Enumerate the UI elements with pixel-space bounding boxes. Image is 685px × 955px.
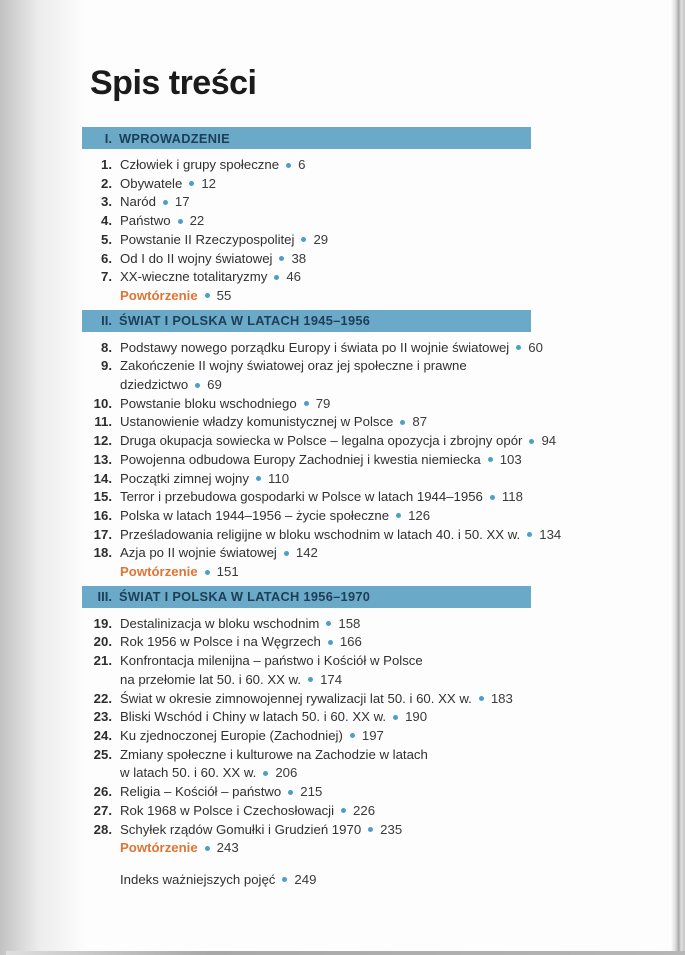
item-number: 22. [93, 690, 112, 706]
toc-item [82, 839, 652, 858]
toc-item [82, 708, 652, 727]
toc-item [82, 175, 652, 194]
bullet-icon [350, 733, 355, 738]
item-label: Państwo [120, 213, 171, 229]
item-page: 235 [380, 821, 403, 837]
toc-item [82, 250, 652, 269]
toc-item [82, 802, 652, 821]
item-page: 6 [298, 157, 306, 172]
item-number: 26. [93, 784, 112, 800]
toc-item [82, 339, 652, 358]
item-label: Rok 1968 w Polsce i Czechosłowacji [120, 802, 335, 818]
item-number: 13. [93, 451, 112, 467]
section-items [82, 339, 652, 582]
bullet-icon [205, 293, 210, 298]
item-label: Rok 1956 w Polsce i na Węgrzech [120, 634, 321, 650]
item-number: 6. [101, 250, 112, 266]
item-number: 24. [93, 727, 112, 743]
toc-item [82, 563, 652, 582]
toc-item [82, 507, 652, 526]
section-number: II. [101, 313, 112, 329]
toc-item [82, 690, 652, 709]
toc-item [82, 652, 652, 689]
item-label: Od I do II wojny światowej [120, 250, 273, 266]
item-page: 197 [361, 727, 384, 743]
bullet-icon [279, 256, 284, 261]
toc-item [82, 231, 652, 250]
bullet-icon [256, 476, 261, 481]
section-number: III. [97, 589, 112, 605]
item-label: Naród [120, 194, 156, 210]
bullet-icon [301, 237, 306, 242]
bullet-icon [368, 827, 373, 832]
item-page: 206 [275, 765, 298, 781]
toc-section [82, 127, 652, 306]
toc-item [82, 746, 652, 783]
item-number: 15. [93, 489, 112, 505]
bullet-icon [479, 696, 484, 701]
item-page: 118 [501, 489, 523, 505]
bullet-icon [396, 513, 401, 518]
item-label: Konfrontacja milenijna – państwo i Kościół w Polsce na przełomie lat 50. i 60. XX w. [120, 653, 423, 687]
toc-item [82, 727, 652, 746]
item-label: Bliski Wschód i Chiny w latach 50. i 60. XX w. [120, 709, 387, 725]
toc-item [82, 395, 652, 414]
item-page: 38 [291, 250, 307, 266]
index-entry [82, 871, 652, 890]
toc-item [82, 357, 652, 394]
item-number [82, 563, 112, 582]
item-label: XX-wieczne totalitaryzmy [120, 269, 268, 285]
toc-item [82, 451, 652, 470]
item-page: 142 [295, 545, 318, 561]
bullet-icon [400, 420, 405, 425]
bullet-icon [341, 808, 346, 813]
section-items [82, 156, 652, 306]
item-label: Powtórzenie [120, 287, 198, 303]
item-page: 158 [338, 615, 361, 631]
bullet-icon [205, 570, 210, 575]
item-number: 8. [101, 339, 112, 355]
bullet-icon [308, 677, 313, 682]
item-label: Druga okupacja sowiecka w Polsce – legalna opozycja i zbrojny opór [120, 433, 523, 449]
item-number: 12. [93, 433, 112, 449]
item-page: 79 [315, 395, 331, 411]
item-number [82, 871, 112, 890]
section-header-bar [82, 127, 531, 149]
bullet-icon [284, 551, 289, 556]
item-label: Schyłek rządów Gomułki i Grudzień 1970 [120, 821, 362, 837]
item-number: 28. [93, 821, 112, 837]
toc-item [82, 193, 652, 212]
section-items [82, 615, 652, 858]
toc-sections [82, 127, 652, 858]
page-left-shadow [0, 0, 86, 955]
toc-item [82, 268, 652, 287]
toc-item [82, 821, 652, 840]
bullet-icon [328, 640, 333, 645]
item-page: 174 [320, 671, 343, 687]
item-page: 87 [412, 414, 428, 430]
bullet-icon [326, 621, 331, 626]
item-page: 134 [539, 526, 562, 542]
item-page: 183 [490, 690, 513, 706]
item-page: 215 [300, 784, 323, 800]
bullet-icon [488, 457, 493, 462]
item-number: 16. [93, 507, 112, 523]
item-label: Zmiany społeczne i kulturowe na Zachodzie w latach w latach 50. i 60. XX w. [120, 746, 428, 781]
section-header-bar [82, 310, 531, 332]
item-number: 23. [93, 709, 112, 725]
item-number: 5. [101, 231, 112, 247]
item-number: 18. [93, 545, 112, 561]
bullet-icon [304, 401, 309, 406]
item-page: 110 [268, 470, 290, 486]
item-label: Powojenna odbudowa Europy Zachodniej i kwestia niemiecka [120, 451, 481, 467]
item-label: Powtórzenie [120, 840, 198, 856]
item-page: 69 [207, 377, 222, 393]
item-page: 243 [216, 840, 239, 856]
item-label: Powtórzenie [120, 564, 198, 580]
toc-item [82, 615, 652, 634]
bullet-icon [516, 345, 521, 350]
page-title: Spis treści [90, 64, 257, 102]
item-label: Ustanowienie władzy komunistycznej w Polsce [120, 414, 394, 430]
bullet-icon [393, 715, 398, 720]
toc-section [82, 310, 652, 582]
item-label: Człowiek i grupy społeczne [120, 157, 280, 172]
item-page: 55 [216, 287, 232, 303]
item-page: 166 [339, 634, 362, 650]
toc-item [82, 470, 652, 489]
item-number: 3. [101, 194, 112, 210]
toc-item [82, 633, 652, 652]
bullet-icon [288, 790, 293, 795]
item-page: 94 [541, 433, 557, 449]
item-page: 46 [286, 269, 301, 285]
item-page: 12 [201, 175, 216, 191]
section-title: WPROWADZENIE [119, 130, 230, 146]
item-label: Początki zimnej wojny [120, 470, 249, 486]
toc-item [82, 488, 652, 507]
bullet-icon [286, 163, 291, 168]
bullet-icon [527, 532, 532, 537]
bullet-icon [263, 771, 268, 776]
bullet-icon [490, 495, 495, 500]
item-number: 2. [101, 175, 112, 191]
item-number [82, 287, 112, 306]
toc-item [82, 212, 652, 231]
toc-item [82, 287, 652, 306]
bullet-icon [282, 877, 287, 882]
section-title: ŚWIAT I POLSKA W LATACH 1956–1970 [119, 589, 371, 605]
item-page: 226 [353, 802, 376, 818]
item-label: Azja po II wojnie światowej [120, 545, 277, 561]
item-number: 20. [93, 634, 112, 650]
item-page: 190 [405, 709, 428, 725]
section-header-bar [82, 586, 531, 608]
item-number: 14. [93, 470, 112, 486]
bullet-icon [529, 439, 534, 444]
item-page: 29 [313, 231, 329, 247]
toc-section [82, 586, 652, 858]
index-page: 249 [294, 871, 317, 887]
item-label: Podstawy nowego porządku Europy i świata po II wojnie światowej [120, 339, 510, 355]
page-right-edge [671, 0, 685, 955]
page-bottom-edge [6, 951, 685, 955]
item-label: Zakończenie II wojny światowej oraz jej społeczne i prawne dziedzictwo [120, 358, 467, 393]
item-number [82, 839, 112, 858]
item-number: 4. [101, 213, 112, 229]
item-label: Prześladowania religijne w bloku wschodnim w latach 40. i 50. XX w. [120, 526, 521, 542]
item-number: 7. [101, 269, 112, 285]
item-label: Ku zjednoczonej Europie (Zachodniej) [120, 727, 343, 743]
bullet-icon [274, 275, 279, 280]
toc-item [82, 526, 652, 545]
item-label: Terror i przebudowa gospodarki w Polsce w latach 1944–1956 [120, 489, 483, 505]
item-page: 151 [216, 564, 239, 580]
item-number: 1. [101, 157, 112, 172]
bullet-icon [178, 219, 183, 224]
item-label: Destalinizacja w bloku wschodnim [120, 615, 320, 631]
toc-item [82, 783, 652, 802]
item-page: 103 [499, 451, 522, 467]
item-label: Świat w okresie zimnowojennej rywalizacji lat 50. i 60. XX w. [120, 690, 472, 706]
bullet-icon [163, 200, 168, 205]
item-number: 11. [94, 414, 112, 430]
item-label: Religia – Kościół – państwo [120, 784, 282, 800]
item-label: Powstanie II Rzeczypospolitej [120, 231, 295, 247]
item-number: 17. [93, 526, 112, 542]
toc-item [82, 432, 652, 451]
item-label: Powstanie bloku wschodniego [120, 395, 297, 411]
item-number: 9. [101, 358, 112, 374]
item-label: Obywatele [120, 175, 183, 191]
item-page: 17 [174, 194, 190, 210]
item-number: 19. [93, 615, 112, 631]
section-number: I. [104, 130, 112, 146]
index-label: Indeks ważniejszych pojęć [120, 871, 276, 887]
item-number: 10. [93, 395, 112, 411]
item-page: 60 [528, 339, 543, 355]
toc-item [82, 156, 652, 175]
item-number: 21. [93, 653, 112, 669]
item-label: Polska w latach 1944–1956 – życie społeczne [120, 507, 390, 523]
section-title: ŚWIAT I POLSKA W LATACH 1945–1956 [119, 313, 371, 329]
bullet-icon [189, 181, 194, 186]
toc-content [82, 0, 652, 890]
toc-item [82, 544, 652, 563]
item-number: 27. [93, 802, 112, 818]
item-number: 25. [93, 746, 112, 762]
bullet-icon [205, 846, 210, 851]
bullet-icon [195, 383, 200, 388]
toc-item [82, 413, 652, 432]
item-page: 22 [189, 213, 205, 229]
item-page: 126 [408, 507, 431, 523]
